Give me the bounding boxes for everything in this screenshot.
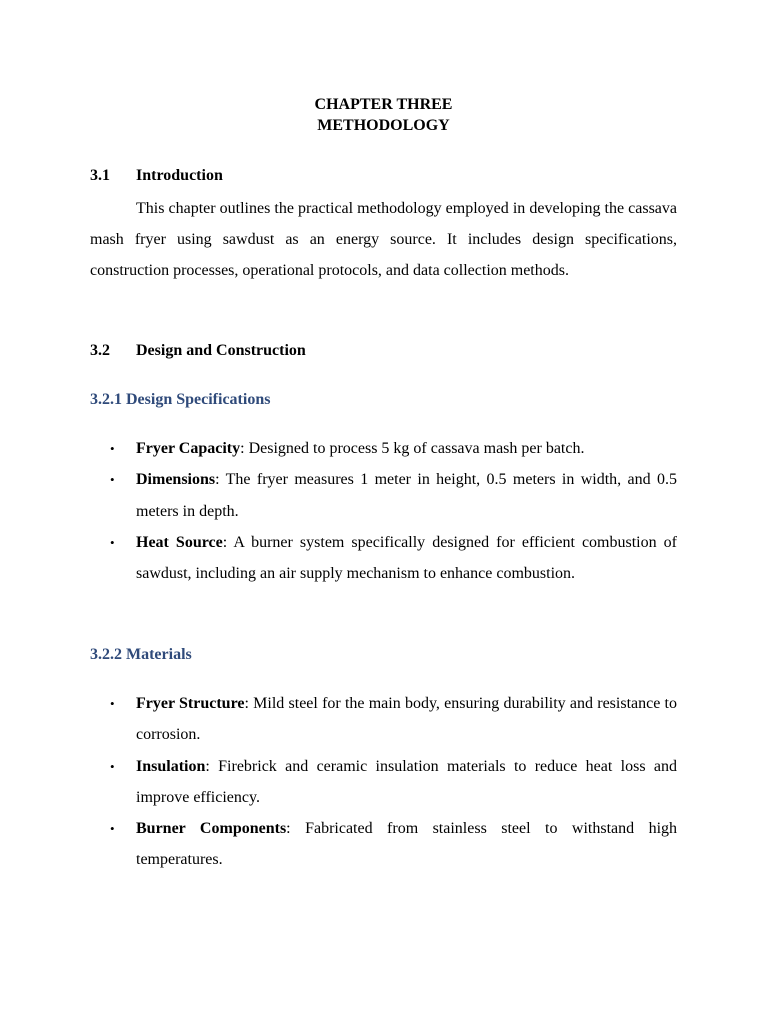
list-item (90, 464, 677, 527)
list-item (90, 813, 677, 876)
chapter-name: METHODOLOGY (317, 117, 450, 134)
materials-list (90, 688, 677, 876)
section-heading-3-2 (90, 341, 306, 361)
list-item (90, 433, 677, 464)
list-item-term: Insulation (136, 757, 206, 775)
subsection-heading-3-2-2: 3.2.2 Materials (90, 646, 192, 663)
subsection-heading-3-2-1: 3.2.1 Design Specifications (90, 391, 271, 408)
list-item (90, 527, 677, 590)
bullet-icon: • (110, 472, 115, 488)
bullet-icon: • (110, 758, 115, 774)
list-item-text: : Fabricated from stainless steel to withstand high temperatures. (136, 820, 678, 869)
section-title: Design and Construction (136, 342, 306, 359)
list-item-text: : Designed to process 5 kg of cassava mash per batch. (240, 440, 585, 457)
list-item-term: Fryer Capacity (136, 440, 241, 457)
bullet-icon: • (110, 696, 115, 711)
chapter-number: CHAPTER THREE (314, 96, 453, 113)
list-item-text: : A burner system specifically designed for efficient combustion of sawdust, including an air supply mechanism to enhance combustion. (136, 533, 677, 583)
list-item-text: : Firebrick and ceramic insulation materials to reduce heat loss and improve efficiency. (136, 757, 677, 806)
list-item-term: Burner Components (136, 820, 287, 838)
section-heading-3-1 (90, 166, 223, 186)
document-page (90, 0, 677, 1024)
section-title: Introduction (136, 167, 223, 184)
list-item-term: Heat Source (136, 533, 223, 551)
bullet-icon: • (110, 534, 115, 550)
section-number: 3.1 (90, 167, 110, 184)
list-item-text: : Mild steel for the main body, ensuring durability and resistance to corrosion. (136, 695, 677, 744)
introduction-paragraph (90, 193, 677, 286)
introduction-text: This chapter outlines the practical methodology employed in developing the cassava mash fryer using sawdust as an energy source. It includes design specifications, construction processes, operational protocols, and data collection methods. (90, 200, 677, 279)
list-item (90, 688, 677, 751)
list-item-term: Dimensions (136, 471, 216, 489)
section-number: 3.2 (90, 342, 110, 359)
list-item-term: Fryer Structure (136, 695, 245, 712)
design-specifications-list (90, 433, 677, 589)
chapter-title (90, 94, 677, 136)
list-item-text: : The fryer measures 1 meter in height, 0.5 meters in width, and 0.5 meters in depth. (136, 471, 677, 520)
bullet-icon: • (110, 821, 115, 837)
list-item (90, 751, 677, 814)
bullet-icon: • (110, 441, 115, 456)
